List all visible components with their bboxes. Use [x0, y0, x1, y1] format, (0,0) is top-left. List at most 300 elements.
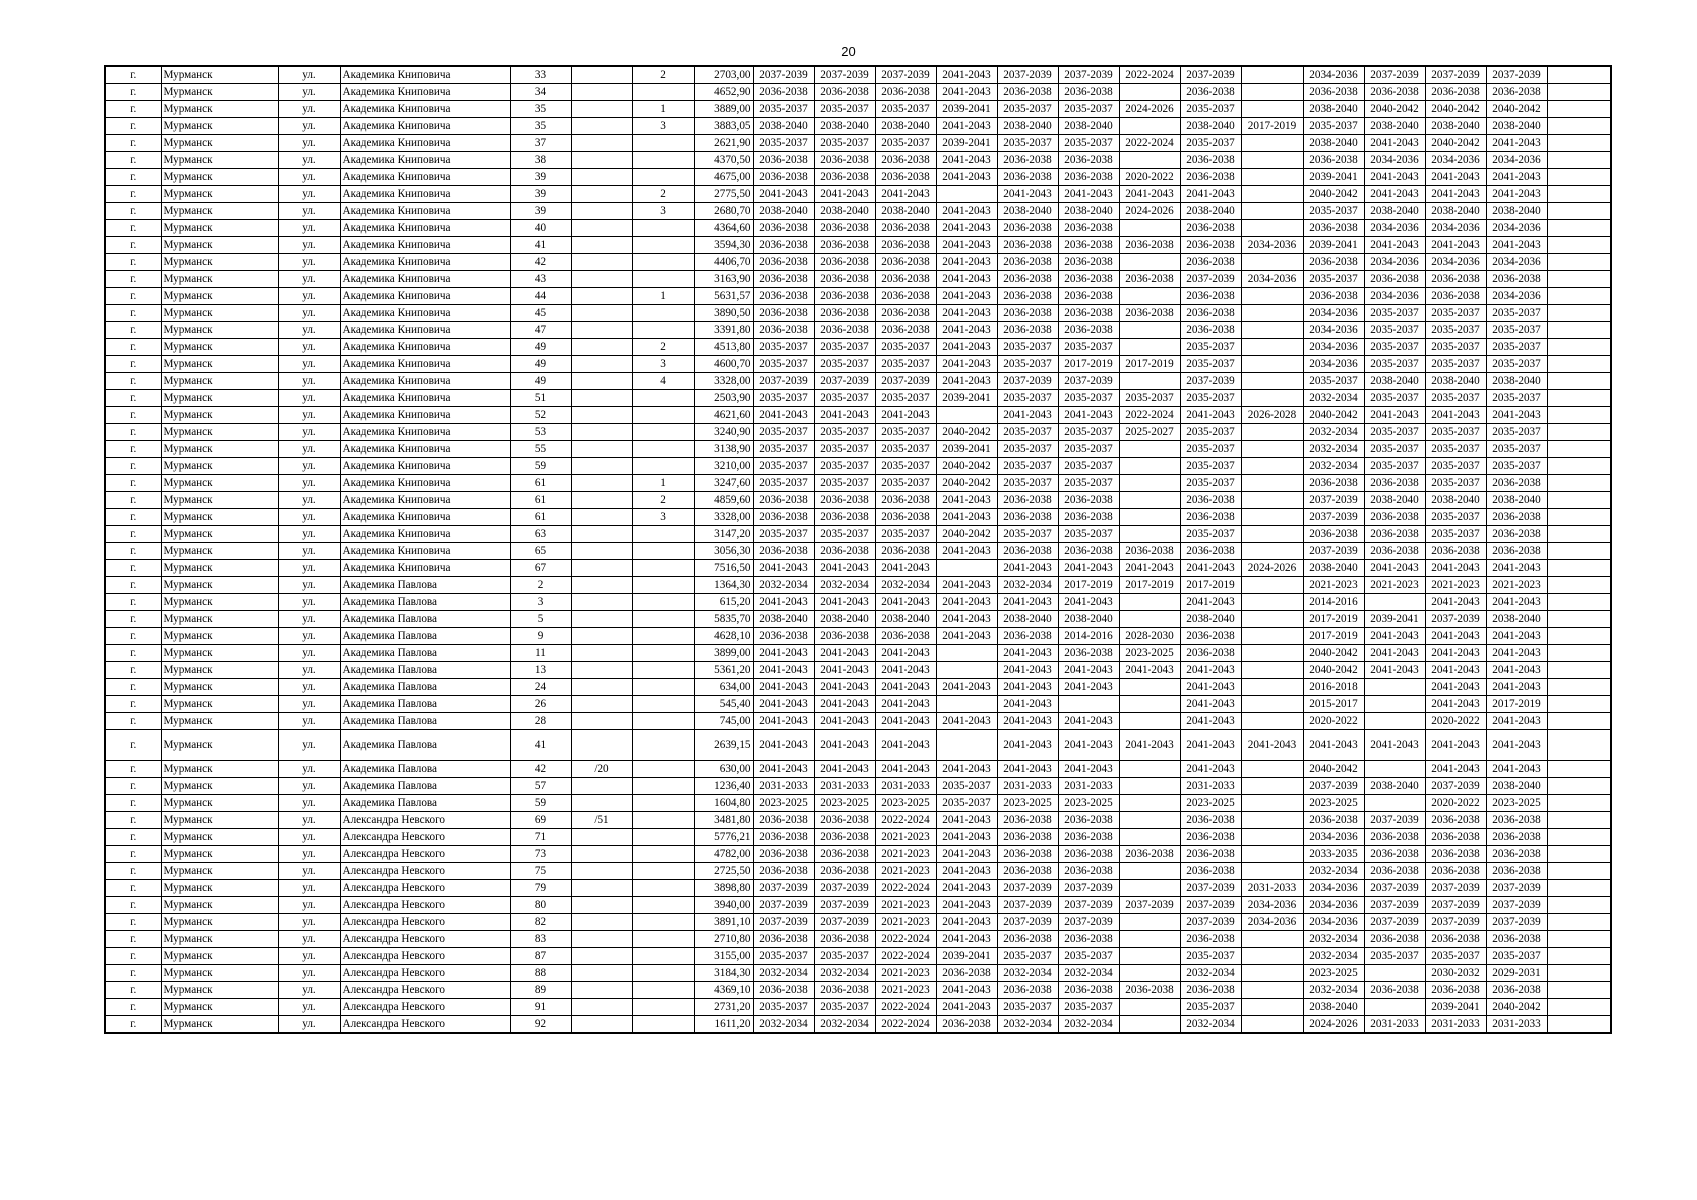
cell-city: Мурманск [161, 880, 278, 897]
cell-period-5: 2036-2038 [997, 254, 1058, 271]
cell-locality-type: г. [105, 880, 161, 897]
cell-period-11: 2035-2037 [1364, 356, 1425, 373]
cell-period-12: 2041-2043 [1425, 186, 1486, 203]
cell-locality-type: г. [105, 594, 161, 611]
cell-area: 1604,80 [694, 795, 753, 812]
cell-period-10: 2040-2042 [1303, 186, 1364, 203]
cell-city: Мурманск [161, 322, 278, 339]
table-row [105, 812, 1611, 829]
cell-spare [1547, 169, 1611, 186]
cell-period-7: 2028-2030 [1119, 628, 1180, 645]
cell-street: Александра Невского [340, 982, 510, 999]
cell-block [632, 829, 694, 846]
cell-period-3: 2021-2023 [875, 846, 936, 863]
cell-period-5: 2036-2038 [997, 543, 1058, 560]
cell-period-3: 2021-2023 [875, 914, 936, 931]
cell-period-4: 2036-2038 [936, 965, 997, 982]
cell-building [571, 203, 632, 220]
cell-period-3: 2036-2038 [875, 509, 936, 526]
table-row [105, 356, 1611, 373]
cell-locality-type: г. [105, 662, 161, 679]
table-row [105, 322, 1611, 339]
cell-period-2: 2036-2038 [814, 982, 875, 999]
cell-period-6: 2036-2038 [1058, 509, 1119, 526]
cell-period-9 [1241, 662, 1303, 679]
cell-period-5: 2032-2034 [997, 577, 1058, 594]
cell-period-12: 2041-2043 [1425, 594, 1486, 611]
cell-period-2: 2031-2033 [814, 778, 875, 795]
cell-period-13: 2036-2038 [1486, 526, 1547, 543]
cell-block [632, 220, 694, 237]
cell-period-13: 2035-2037 [1486, 305, 1547, 322]
cell-block [632, 407, 694, 424]
cell-period-6: 2035-2037 [1058, 135, 1119, 152]
cell-spare [1547, 407, 1611, 424]
cell-area: 5361,20 [694, 662, 753, 679]
cell-period-10: 2016-2018 [1303, 679, 1364, 696]
cell-period-10: 2038-2040 [1303, 101, 1364, 118]
cell-period-9 [1241, 778, 1303, 795]
cell-city: Мурманск [161, 271, 278, 288]
cell-period-2: 2037-2039 [814, 914, 875, 931]
table-row [105, 948, 1611, 965]
cell-period-13: 2037-2039 [1486, 880, 1547, 897]
cell-building [571, 169, 632, 186]
cell-period-2: 2036-2038 [814, 254, 875, 271]
cell-period-7 [1119, 778, 1180, 795]
cell-period-13: 2038-2040 [1486, 778, 1547, 795]
cell-period-9 [1241, 829, 1303, 846]
cell-period-6: 2035-2037 [1058, 526, 1119, 543]
cell-period-12: 2035-2037 [1425, 390, 1486, 407]
cell-period-12: 2040-2042 [1425, 135, 1486, 152]
cell-locality-type: г. [105, 1016, 161, 1034]
cell-period-3: 2036-2038 [875, 305, 936, 322]
cell-period-7 [1119, 118, 1180, 135]
cell-period-1: 2036-2038 [753, 169, 814, 186]
cell-period-7 [1119, 880, 1180, 897]
cell-period-4: 2041-2043 [936, 931, 997, 948]
cell-period-6: 2036-2038 [1058, 237, 1119, 254]
cell-locality-type: г. [105, 560, 161, 577]
cell-city: Мурманск [161, 713, 278, 730]
cell-block [632, 594, 694, 611]
cell-street-type: ул. [278, 220, 340, 237]
cell-period-1: 2036-2038 [753, 812, 814, 829]
cell-period-3: 2036-2038 [875, 322, 936, 339]
cell-period-10: 2037-2039 [1303, 778, 1364, 795]
cell-block: 2 [632, 186, 694, 203]
cell-period-1: 2032-2034 [753, 1016, 814, 1034]
cell-area: 4364,60 [694, 220, 753, 237]
cell-period-5: 2032-2034 [997, 965, 1058, 982]
cell-period-7: 2017-2019 [1119, 577, 1180, 594]
cell-period-12: 2021-2023 [1425, 577, 1486, 594]
cell-period-13: 2036-2038 [1486, 84, 1547, 101]
cell-locality-type: г. [105, 407, 161, 424]
cell-period-10: 2040-2042 [1303, 407, 1364, 424]
cell-city: Мурманск [161, 356, 278, 373]
cell-spare [1547, 863, 1611, 880]
cell-period-8: 2041-2043 [1180, 560, 1241, 577]
cell-period-3: 2041-2043 [875, 594, 936, 611]
cell-period-3: 2035-2037 [875, 339, 936, 356]
cell-city: Мурманск [161, 812, 278, 829]
cell-street: Академика Павлова [340, 696, 510, 713]
cell-period-6: 2038-2040 [1058, 203, 1119, 220]
cell-house: 59 [510, 795, 571, 812]
cell-period-11 [1364, 679, 1425, 696]
cell-block [632, 543, 694, 560]
cell-city: Мурманск [161, 662, 278, 679]
cell-street: Александра Невского [340, 812, 510, 829]
cell-building [571, 407, 632, 424]
cell-street-type: ул. [278, 880, 340, 897]
cell-building [571, 897, 632, 914]
cell-building [571, 288, 632, 305]
cell-locality-type: г. [105, 373, 161, 390]
cell-street-type: ул. [278, 611, 340, 628]
cell-locality-type: г. [105, 812, 161, 829]
cell-block: 1 [632, 288, 694, 305]
cell-period-12: 2041-2043 [1425, 237, 1486, 254]
cell-building [571, 713, 632, 730]
cell-period-7: 2022-2024 [1119, 407, 1180, 424]
cell-locality-type: г. [105, 135, 161, 152]
cell-spare [1547, 696, 1611, 713]
cell-period-9 [1241, 458, 1303, 475]
cell-period-9 [1241, 424, 1303, 441]
cell-period-13: 2035-2037 [1486, 322, 1547, 339]
cell-spare [1547, 914, 1611, 931]
cell-period-5: 2036-2038 [997, 492, 1058, 509]
cell-period-9 [1241, 795, 1303, 812]
cell-period-3: 2021-2023 [875, 965, 936, 982]
cell-period-11 [1364, 761, 1425, 778]
cell-period-8: 2036-2038 [1180, 982, 1241, 999]
cell-street: Александра Невского [340, 948, 510, 965]
cell-locality-type: г. [105, 897, 161, 914]
cell-area: 3138,90 [694, 441, 753, 458]
cell-period-11: 2036-2038 [1364, 931, 1425, 948]
cell-period-11: 2036-2038 [1364, 509, 1425, 526]
cell-period-6: 2023-2025 [1058, 795, 1119, 812]
cell-spare [1547, 186, 1611, 203]
cell-period-8: 2036-2038 [1180, 931, 1241, 948]
cell-period-10: 2020-2022 [1303, 713, 1364, 730]
table-row [105, 135, 1611, 152]
cell-city: Мурманск [161, 339, 278, 356]
cell-period-4: 2041-2043 [936, 812, 997, 829]
cell-period-6: 2017-2019 [1058, 356, 1119, 373]
cell-period-7: 2025-2027 [1119, 424, 1180, 441]
cell-area: 4782,00 [694, 846, 753, 863]
cell-period-12: 2035-2037 [1425, 424, 1486, 441]
cell-period-13: 2041-2043 [1486, 237, 1547, 254]
cell-period-11: 2041-2043 [1364, 237, 1425, 254]
cell-period-1: 2036-2038 [753, 84, 814, 101]
cell-period-4: 2041-2043 [936, 509, 997, 526]
cell-period-12: 2036-2038 [1425, 863, 1486, 880]
cell-period-13: 2041-2043 [1486, 594, 1547, 611]
cell-house: 88 [510, 965, 571, 982]
cell-spare [1547, 339, 1611, 356]
cell-period-4: 2039-2041 [936, 101, 997, 118]
table-row [105, 761, 1611, 778]
table-row [105, 152, 1611, 169]
cell-period-10: 2032-2034 [1303, 982, 1364, 999]
cell-street: Академика Книповича [340, 220, 510, 237]
cell-period-10: 2039-2041 [1303, 169, 1364, 186]
cell-period-3: 2041-2043 [875, 662, 936, 679]
cell-street: Академика Павлова [340, 761, 510, 778]
cell-period-12: 2035-2037 [1425, 356, 1486, 373]
cell-period-3: 2022-2024 [875, 1016, 936, 1034]
cell-street: Академика Книповича [340, 186, 510, 203]
cell-street-type: ул. [278, 101, 340, 118]
cell-period-11: 2038-2040 [1364, 492, 1425, 509]
cell-building [571, 424, 632, 441]
cell-house: 43 [510, 271, 571, 288]
cell-area: 2731,20 [694, 999, 753, 1016]
cell-building [571, 965, 632, 982]
cell-street: Академика Книповича [340, 288, 510, 305]
cell-area: 2703,00 [694, 66, 753, 84]
cell-period-8: 2035-2037 [1180, 101, 1241, 118]
cell-period-9 [1241, 101, 1303, 118]
cell-period-4: 2041-2043 [936, 543, 997, 560]
cell-street-type: ул. [278, 152, 340, 169]
cell-period-8: 2037-2039 [1180, 66, 1241, 84]
cell-locality-type: г. [105, 931, 161, 948]
cell-period-13: 2041-2043 [1486, 135, 1547, 152]
cell-period-2: 2035-2037 [814, 339, 875, 356]
cell-block [632, 1016, 694, 1034]
cell-spare [1547, 152, 1611, 169]
cell-period-11: 2037-2039 [1364, 914, 1425, 931]
cell-building [571, 186, 632, 203]
cell-period-7 [1119, 914, 1180, 931]
cell-period-11: 2041-2043 [1364, 407, 1425, 424]
cell-street: Академика Павлова [340, 778, 510, 795]
cell-period-11: 2035-2037 [1364, 458, 1425, 475]
table-row [105, 914, 1611, 931]
cell-street-type: ул. [278, 526, 340, 543]
cell-period-13: 2036-2038 [1486, 829, 1547, 846]
cell-period-13: 2036-2038 [1486, 543, 1547, 560]
cell-spare [1547, 220, 1611, 237]
cell-period-6: 2037-2039 [1058, 880, 1119, 897]
cell-period-2: 2037-2039 [814, 373, 875, 390]
cell-locality-type: г. [105, 645, 161, 662]
cell-locality-type: г. [105, 795, 161, 812]
cell-building [571, 846, 632, 863]
cell-period-8: 2041-2043 [1180, 713, 1241, 730]
cell-house: 65 [510, 543, 571, 560]
cell-spare [1547, 846, 1611, 863]
table-row [105, 407, 1611, 424]
cell-spare [1547, 509, 1611, 526]
cell-period-3: 2035-2037 [875, 424, 936, 441]
cell-period-9: 2026-2028 [1241, 407, 1303, 424]
cell-period-11: 2035-2037 [1364, 305, 1425, 322]
cell-building [571, 237, 632, 254]
cell-locality-type: г. [105, 846, 161, 863]
cell-period-9 [1241, 135, 1303, 152]
cell-street-type: ул. [278, 118, 340, 135]
cell-period-10: 2035-2037 [1303, 373, 1364, 390]
cell-period-11: 2041-2043 [1364, 628, 1425, 645]
cell-period-13: 2036-2038 [1486, 863, 1547, 880]
cell-period-10: 2036-2038 [1303, 812, 1364, 829]
cell-building [571, 492, 632, 509]
cell-period-3: 2041-2043 [875, 186, 936, 203]
cell-period-13: 2035-2037 [1486, 948, 1547, 965]
cell-block [632, 795, 694, 812]
cell-period-5: 2035-2037 [997, 999, 1058, 1016]
table-row [105, 897, 1611, 914]
cell-spare [1547, 628, 1611, 645]
cell-building [571, 645, 632, 662]
cell-period-5: 2036-2038 [997, 237, 1058, 254]
cell-period-2: 2036-2038 [814, 322, 875, 339]
cell-period-10: 2040-2042 [1303, 761, 1364, 778]
cell-house: 79 [510, 880, 571, 897]
cell-period-9 [1241, 492, 1303, 509]
cell-area: 3147,20 [694, 526, 753, 543]
cell-period-7 [1119, 679, 1180, 696]
cell-period-5: 2031-2033 [997, 778, 1058, 795]
cell-house: 89 [510, 982, 571, 999]
cell-street: Академика Книповича [340, 84, 510, 101]
cell-period-8: 2036-2038 [1180, 492, 1241, 509]
cell-period-8: 2037-2039 [1180, 880, 1241, 897]
cell-period-7 [1119, 152, 1180, 169]
cell-period-9 [1241, 696, 1303, 713]
cell-period-1: 2041-2043 [753, 560, 814, 577]
cell-locality-type: г. [105, 458, 161, 475]
cell-street: Академика Книповича [340, 424, 510, 441]
cell-period-12: 2020-2022 [1425, 795, 1486, 812]
cell-period-6: 2036-2038 [1058, 846, 1119, 863]
cell-area: 4406,70 [694, 254, 753, 271]
cell-block [632, 628, 694, 645]
cell-area: 3210,00 [694, 458, 753, 475]
cell-period-10: 2023-2025 [1303, 965, 1364, 982]
cell-building [571, 863, 632, 880]
cell-building [571, 696, 632, 713]
cell-house: 49 [510, 339, 571, 356]
cell-period-3: 2035-2037 [875, 441, 936, 458]
cell-period-1: 2035-2037 [753, 356, 814, 373]
cell-period-13: 2041-2043 [1486, 761, 1547, 778]
cell-period-10: 2034-2036 [1303, 356, 1364, 373]
cell-street-type: ул. [278, 965, 340, 982]
table-row [105, 186, 1611, 203]
cell-city: Мурманск [161, 897, 278, 914]
cell-street-type: ул. [278, 999, 340, 1016]
table-row [105, 492, 1611, 509]
cell-period-4: 2041-2043 [936, 288, 997, 305]
cell-period-12: 2035-2037 [1425, 305, 1486, 322]
cell-period-11: 2038-2040 [1364, 203, 1425, 220]
cell-locality-type: г. [105, 390, 161, 407]
cell-street-type: ул. [278, 730, 340, 761]
cell-period-13: 2034-2036 [1486, 288, 1547, 305]
cell-house: 45 [510, 305, 571, 322]
table-row [105, 965, 1611, 982]
table-row [105, 679, 1611, 696]
cell-period-9 [1241, 66, 1303, 84]
cell-period-13: 2041-2043 [1486, 713, 1547, 730]
cell-city: Мурманск [161, 543, 278, 560]
cell-period-1: 2036-2038 [753, 271, 814, 288]
cell-period-2: 2035-2037 [814, 475, 875, 492]
cell-period-8: 2035-2037 [1180, 475, 1241, 492]
cell-building [571, 390, 632, 407]
cell-period-13: 2031-2033 [1486, 1016, 1547, 1034]
cell-house: 24 [510, 679, 571, 696]
cell-period-13: 2041-2043 [1486, 169, 1547, 186]
cell-street: Александра Невского [340, 931, 510, 948]
cell-period-9: 2017-2019 [1241, 118, 1303, 135]
cell-period-4: 2039-2041 [936, 948, 997, 965]
cell-street-type: ул. [278, 203, 340, 220]
cell-period-8: 2038-2040 [1180, 203, 1241, 220]
cell-period-6: 2041-2043 [1058, 594, 1119, 611]
cell-period-8: 2031-2033 [1180, 778, 1241, 795]
cell-street: Академика Павлова [340, 594, 510, 611]
cell-period-5: 2036-2038 [997, 863, 1058, 880]
cell-period-11: 2035-2037 [1364, 390, 1425, 407]
cell-period-2: 2035-2037 [814, 135, 875, 152]
cell-period-6: 2035-2037 [1058, 948, 1119, 965]
cell-period-7: 2036-2038 [1119, 305, 1180, 322]
cell-period-12: 2035-2037 [1425, 509, 1486, 526]
cell-block: 1 [632, 475, 694, 492]
cell-building [571, 526, 632, 543]
cell-city: Мурманск [161, 965, 278, 982]
cell-building [571, 577, 632, 594]
table-row [105, 101, 1611, 118]
cell-period-7 [1119, 492, 1180, 509]
cell-city: Мурманск [161, 305, 278, 322]
cell-period-7 [1119, 458, 1180, 475]
cell-street-type: ул. [278, 829, 340, 846]
cell-period-7 [1119, 713, 1180, 730]
cell-period-4: 2040-2042 [936, 424, 997, 441]
cell-period-6: 2036-2038 [1058, 271, 1119, 288]
cell-period-7 [1119, 696, 1180, 713]
table-row [105, 846, 1611, 863]
cell-block [632, 982, 694, 999]
cell-period-11: 2036-2038 [1364, 84, 1425, 101]
cell-street: Академика Книповича [340, 509, 510, 526]
cell-city: Мурманск [161, 560, 278, 577]
cell-period-1: 2036-2038 [753, 863, 814, 880]
cell-block [632, 424, 694, 441]
cell-street: Академика Книповича [340, 135, 510, 152]
cell-street-type: ул. [278, 560, 340, 577]
cell-period-1: 2031-2033 [753, 778, 814, 795]
cell-period-11: 2041-2043 [1364, 645, 1425, 662]
cell-period-6: 2036-2038 [1058, 829, 1119, 846]
cell-spare [1547, 271, 1611, 288]
cell-house: 38 [510, 152, 571, 169]
cell-period-3: 2041-2043 [875, 560, 936, 577]
cell-house: 26 [510, 696, 571, 713]
cell-locality-type: г. [105, 169, 161, 186]
